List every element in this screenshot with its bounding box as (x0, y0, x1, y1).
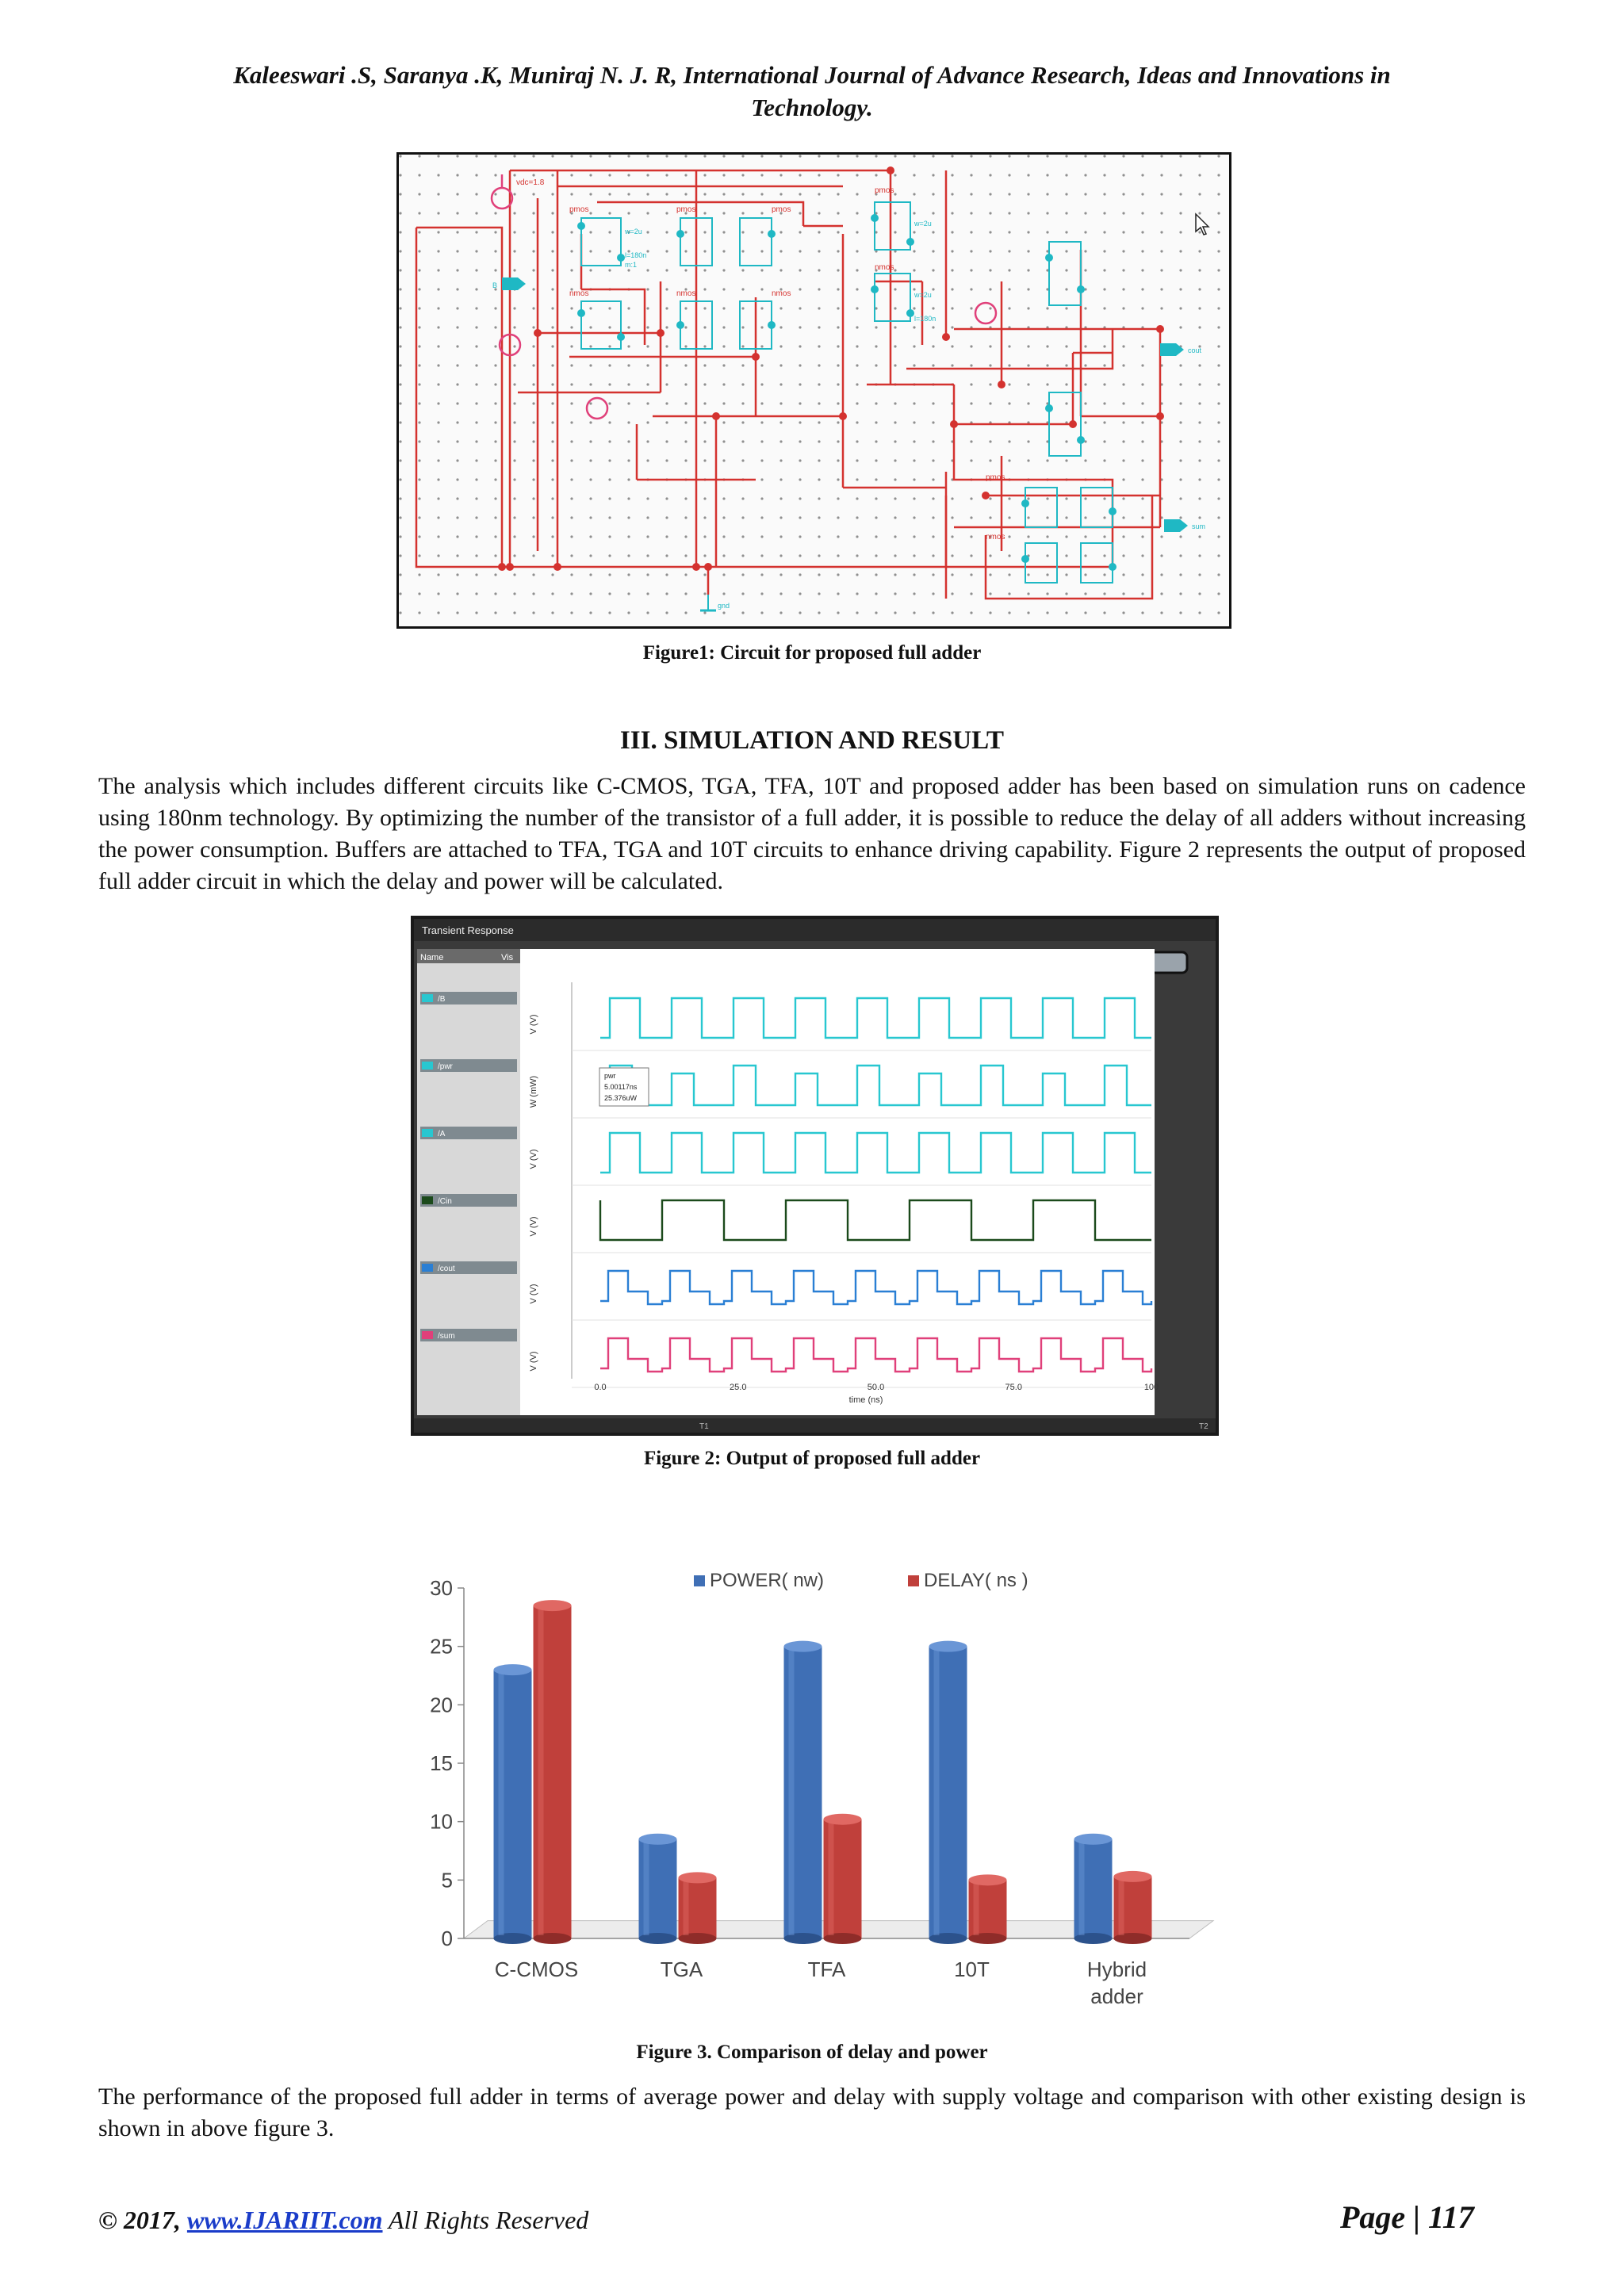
pin-gnd-label: gnd (718, 602, 730, 610)
signal-row[interactable] (420, 1127, 517, 1139)
category-label: 10T (954, 1957, 990, 1981)
length-label-2: l=180n (914, 315, 936, 323)
body-paragraph-2: The performance of the proposed full adder in terms of average power and delay with supply voltage and comparison with other existing design is shown in above figure 3. (98, 2084, 1526, 2141)
bar-power (784, 1641, 822, 1944)
signal-name: /B (438, 995, 446, 1004)
vis-column-header: Vis (501, 953, 514, 962)
y-tick-label: 5 (441, 1868, 453, 1892)
y-tick-label: 30 (430, 1576, 453, 1600)
x-tick-label: 50.0 (867, 1383, 885, 1392)
footer-suffix: All Rights Reserved (382, 2206, 589, 2234)
y-axis-label: W (mW) (529, 1075, 538, 1108)
pmos-label-5: pmos (986, 473, 1005, 482)
y-axis-label: V (V) (529, 1351, 538, 1372)
body-paragraph-1: The analysis which includes different circuits like C-CMOS, TGA, TFA, 10T and proposed adder has been based on simulation runs on cadence using 180nm technology. By optimizing the number of the transistor of a full adder, it is possible to reduce the delay of all adders without increasing the power consumption. Buffers are attached to TFA, TGA and 10T circuits to enhance driving capability. Figure 2 represents the output of proposed full adder circuit in which the delay and power will be calculated. (98, 773, 1526, 894)
x-axis-label: time (ns) (848, 1395, 883, 1405)
bar-delay (679, 1872, 717, 1944)
y-tick-label: 20 (430, 1693, 453, 1717)
status-right: T2 (1199, 1422, 1208, 1431)
bar-delay (969, 1874, 1007, 1944)
signal-name: /cout (438, 1265, 455, 1273)
header-line-2: Technology. (751, 94, 873, 121)
bar-power (639, 1834, 677, 1944)
x-tick-label: 0.0 (594, 1383, 607, 1392)
pmos-label-3: pmos (772, 205, 791, 214)
y-axis-label: V (V) (529, 1014, 538, 1035)
journal-link[interactable]: www.IJARIIT.com (186, 2206, 383, 2234)
signal-name: /pwr (438, 1062, 453, 1071)
y-axis-label: V (V) (529, 1284, 538, 1304)
figure-1-circuit (396, 152, 1231, 629)
nmos-label-4: nmos (875, 263, 894, 272)
status-left: T1 (699, 1422, 709, 1431)
y-tick-label: 25 (430, 1634, 453, 1659)
bar-power (1074, 1834, 1113, 1944)
signal-name: /A (438, 1130, 446, 1138)
footer-copyright (98, 2206, 588, 2235)
y-tick-label: 10 (430, 1809, 453, 1834)
running-header (95, 59, 1529, 124)
tooltip-value: 25.376uW (604, 1094, 638, 1102)
mult-label-1: m:1 (625, 261, 638, 269)
name-column-header: Name (420, 953, 444, 962)
category-label: TGA (660, 1957, 703, 1981)
footer-prefix: © 2017, (98, 2206, 187, 2234)
category-label: adder (1090, 1984, 1143, 2008)
width-label-3: w=2u (914, 291, 932, 299)
x-tick-label: 75.0 (1005, 1383, 1022, 1392)
legend-swatch (694, 1575, 705, 1586)
width-label-1: w=2u (625, 228, 642, 235)
pin-b-label: B (492, 281, 498, 289)
circuit-schematic (399, 155, 1229, 626)
x-tick-label: 25.0 (730, 1383, 747, 1392)
signal-row[interactable] (420, 992, 517, 1004)
x-tick-label: 100 (1143, 1383, 1159, 1392)
nmos-label-5: nmos (986, 533, 1005, 541)
figure-2-caption: Figure 2: Output of proposed full adder (643, 1448, 981, 1469)
vdc-label: vdc=1.8 (516, 178, 545, 187)
signal-row[interactable] (420, 1261, 517, 1274)
signal-name: /Cin (438, 1197, 452, 1206)
tooltip-time: 5.00117ns (604, 1083, 638, 1091)
transient-response-plot (414, 919, 1216, 1433)
signal-row[interactable] (420, 1059, 517, 1072)
y-axis-label: V (V) (529, 1216, 538, 1237)
bar-delay (824, 1814, 862, 1944)
category-label: C-CMOS (494, 1957, 579, 1981)
figure-3-chart (396, 1542, 1229, 2034)
category-label: Hybrid (1086, 1957, 1147, 1981)
nmos-label-2: nmos (676, 289, 696, 298)
section-heading: III. SIMULATION AND RESULT (619, 726, 1005, 755)
nmos-label-3: nmos (772, 289, 791, 298)
bar-power (929, 1641, 967, 1944)
nmos-label-1: nmos (569, 289, 589, 298)
bar-delay (1114, 1871, 1152, 1944)
bar-power (494, 1664, 532, 1944)
signal-row[interactable] (420, 1329, 517, 1341)
length-label-1: l=180n (625, 251, 647, 259)
power-delay-bar-chart (396, 1542, 1229, 2034)
legend-swatch (908, 1575, 919, 1586)
y-tick-label: 0 (441, 1927, 453, 1950)
signal-row[interactable] (420, 1194, 517, 1207)
y-tick-label: 15 (430, 1751, 453, 1775)
width-label-2: w=2u (914, 220, 932, 228)
y-axis-label: V (V) (529, 1149, 538, 1169)
marker-tooltip (599, 1068, 649, 1106)
category-label: TFA (807, 1957, 846, 1981)
pmos-label-1: pmos (569, 205, 589, 214)
legend-label: POWER( nw) (710, 1570, 824, 1591)
figure-3-caption: Figure 3. Comparison of delay and power (636, 2042, 988, 2063)
window-title: Transient Response (422, 924, 514, 936)
figure-1-caption: Figure1: Circuit for proposed full adder (642, 642, 982, 664)
pmos-label-4: pmos (875, 186, 894, 195)
figure-2-waveform-window (411, 916, 1219, 1436)
pin-cout-label: cout (1188, 346, 1202, 354)
header-line-1: Kaleeswari .S, Saranya .K, Muniraj N. J. R, International Journal of Advance Research, Ideas and Innovations in (233, 61, 1391, 89)
legend-label: DELAY( ns ) (924, 1570, 1028, 1591)
signal-name: /sum (438, 1332, 455, 1341)
page-number: Page | 117 (1340, 2199, 1474, 2235)
pmos-label-2: pmos (676, 205, 696, 214)
tooltip-name: pwr (604, 1072, 616, 1080)
pin-sum-label: sum (1192, 522, 1206, 530)
bar-delay (534, 1600, 572, 1944)
